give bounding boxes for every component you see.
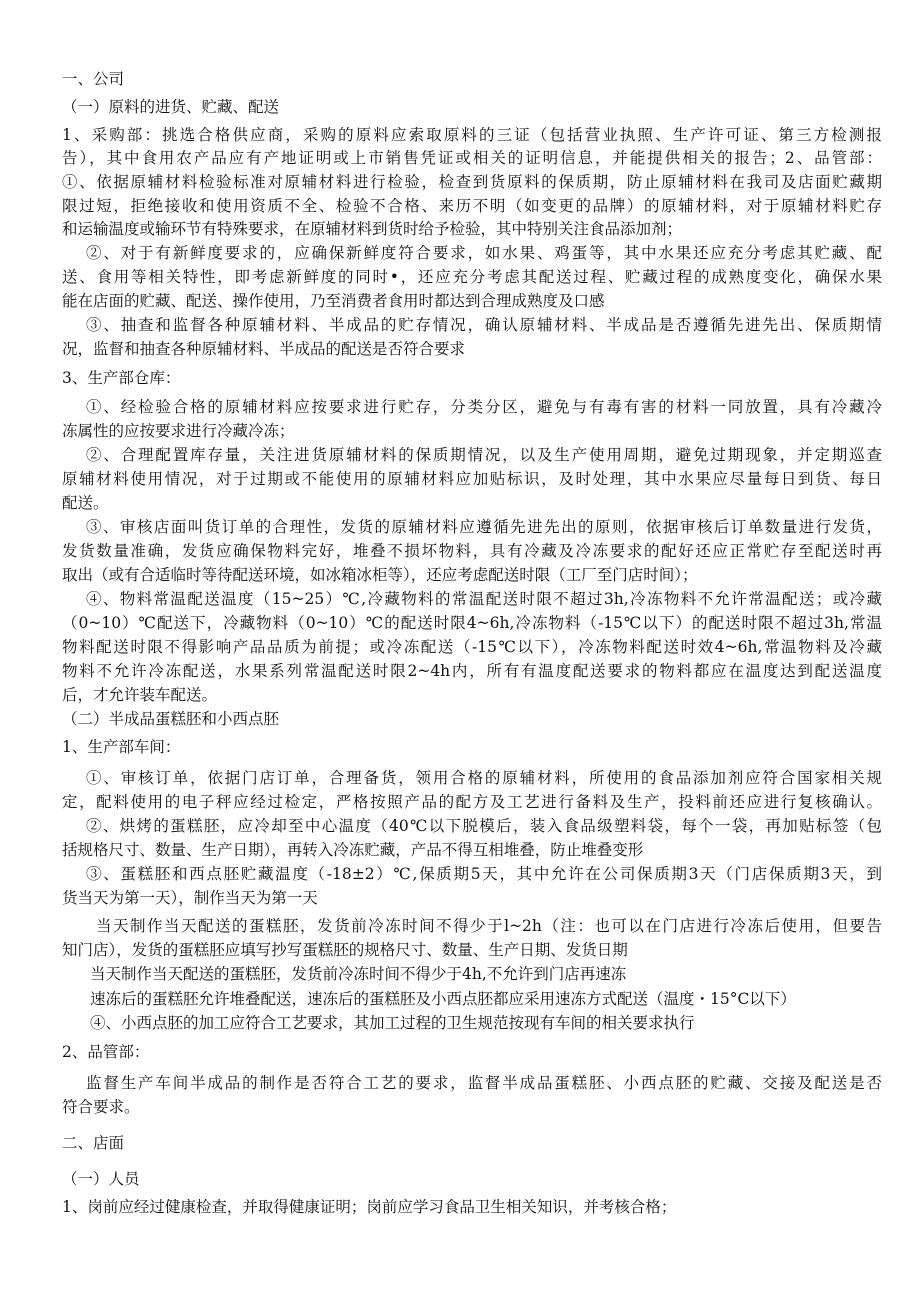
paragraph-line: 当天制作当天配送的蛋糕胚，发货前冷冻时间不得少于4h,不允许到门店再速冻 (90, 965, 627, 983)
paragraph-line: ③、抽查和监督各种原辅材料、半成品的贮存情况，确认原辅材料、半成品是否遵循先进先出、保质期情 (86, 316, 882, 334)
paragraph-line: ①、依据原辅材料检验标准对原辅材料进行检验，检查到货原料的保质期，防止原辅材料在我司及店面贮藏期 (62, 173, 882, 191)
subsection-heading: 2、品管部： (62, 1043, 150, 1061)
paragraph-line: 况，监督和抽查各种原辅材料、半成品的配送是否符合要求 (62, 340, 466, 358)
subsection-heading: （二）半成品蛋糕胚和小西点胚 (62, 710, 280, 728)
paragraph-line: 配送。 (62, 494, 109, 512)
paragraph-line: ③、蛋糕胚和西点胚贮藏温度（-18±2）℃,保质期5天，其中允许在公司保质期3天（门店保质期3天，到 (86, 865, 882, 883)
section-heading-company: 一、公司 (62, 70, 125, 88)
subsection-heading: （一）人员 (62, 1170, 140, 1188)
paragraph-line: 后，才允许装车配送。 (62, 686, 218, 704)
paragraph-line: 括规格尺寸、数量、生产日期），再转入冷冻贮藏，产品不得互相堆叠，防止堆叠变形 (62, 841, 644, 859)
paragraph-line: ②、烘烤的蛋糕胚，应冷却至中心温度（40℃以下脱模后，装入食品级塑料袋，每个一袋，再加贴标签（包 (86, 817, 882, 835)
paragraph-line: 1、岗前应经过健康检查，并取得健康证明；岗前应学习食品卫生相关知识，并考核合格； (62, 1198, 677, 1216)
paragraph-line: （0~10）℃配送下，冷藏物料（0~10）℃的配送时限4~6h,冷冻物料（-15℃以下）的配送时限不超过3h,常温 (62, 614, 882, 632)
paragraph-line: ①、经检验合格的原辅材料应按要求进行贮存，分类分区，避免与有毒有害的材料一同放置，具有冷藏冷 (86, 398, 882, 416)
paragraph-line: ③、审核店面叫货订单的合理性，发货的原辅材料应遵循先进先出的原则，依据审核后订单数量进行发货， (86, 518, 882, 536)
paragraph-line: ②、合理配置库存量，关注进货原辅材料的保质期情况，以及生产使用周期，避免过期现象，并定期巡查 (86, 446, 882, 464)
subsection-heading: （一）原料的进货、贮藏、配送 (62, 98, 280, 116)
subsection-heading: 1、生产部车间： (62, 738, 181, 756)
paragraph-line: 物料配送时限不得影响产品品质为前提；或冷冻配送（-15℃以下），冷冻物料配送时效4~6h,常温物料及冷藏 (62, 638, 882, 656)
paragraph-line: 原辅材料使用情况，对于过期或不能使用的原辅材料应加贴标识，及时处理，其中水果应尽量每日到货、每日 (62, 470, 882, 488)
paragraph-line: 定，配料使用的电子秤应经过检定，严格按照产品的配方及工艺进行备料及生产，投料前还应进行复核确认。 (62, 793, 882, 811)
paragraph-line: 物料不允许冷冻配送，水果系列常温配送时限2~4h内，所有有温度配送要求的物料都应在温度达到配送温度 (62, 662, 882, 680)
paragraph-line: 能在店面的贮藏、配送、操作使用，乃至消费者食用时都达到合理成熟度及口感 (62, 292, 605, 310)
section-heading-store: 二、店面 (62, 1134, 125, 1152)
paragraph-line: 告），其中食用农产品应有产地证明或上市销售凭证或相关的证明信息，并能提供相关的报告；2、品管部： (62, 149, 882, 167)
paragraph-line: 和运输温度或输环节有特殊要求，在原辅材料到货时给予检验，其中特别关注食品添加剂； (62, 220, 683, 238)
paragraph-line: 发货数量准确，发货应确保物料完好，堆叠不损坏物料，具有冷藏及冷冻要求的配好还应正常贮存至配送时再 (62, 542, 882, 560)
paragraph-line: 速冻后的蛋糕胚允许堆叠配送，速冻后的蛋糕胚及小西点胚都应采用速冻方式配送（温度・15°C以下） (90, 990, 796, 1008)
paragraph-line: ④、小西点胚的加工应符合工艺要求，其加工过程的卫生规范按现有车间的相关要求执行 (90, 1014, 695, 1032)
paragraph-line: ①、审核订单，依据门店订单，合理备货，领用合格的原辅材料，所使用的食品添加剂应符合国家相关规 (86, 769, 882, 787)
paragraph-line: 限过短，拒绝接收和使用资质不全、检验不合格、来历不明（如变更的品牌）的原辅材料，对于原辅材料贮存 (62, 197, 882, 215)
paragraph-line: 符合要求。 (62, 1098, 140, 1116)
paragraph-line: 取出（或有合适临时等待配送环境，如冰箱冰柜等），还应考虑配送时限（工厂至门店时间）； (62, 566, 698, 584)
paragraph-line: ④、物料常温配送温度（15~25）℃,冷藏物料的常温配送时限不超过3h,冷冻物料不允许常温配送；或冷藏 (86, 590, 882, 608)
paragraph-line: 当天制作当天配送的蛋糕胚，发货前冷冻时间不得少于l~2h（注：也可以在门店进行冷冻后使用，但要告 (96, 917, 882, 935)
paragraph-line: 监督生产车间半成品的制作是否符合工艺的要求，监督半成品蛋糕胚、小西点胚的贮藏、交接及配送是否 (86, 1074, 882, 1092)
paragraph-line: 货当天为第一天），制作当天为第一天 (62, 889, 318, 907)
paragraph-line: 1、采购部：挑选合格供应商，采购的原料应索取原料的三证（包括营业执照、生产许可证、第三方检测报 (62, 126, 882, 144)
paragraph-line: ②、对于有新鲜度要求的，应确保新鲜度符合要求，如水果、鸡蛋等，其中水果还应充分考虑其贮藏、配 (86, 244, 882, 262)
paragraph-line: 冻属性的应按要求进行冷藏冷冻； (62, 422, 295, 440)
paragraph-line: 送、食用等相关特性，即考虑新鲜度的同时•，还应充分考虑其配送过程、贮藏过程的成熟度变化，确保水果 (62, 268, 882, 286)
subsection-heading: 3、生产部仓库： (62, 369, 181, 387)
paragraph-line: 知门店），发货的蛋糕胚应填写抄写蛋糕胚的规格尺寸、数量、生产日期、发货日期 (62, 941, 628, 959)
